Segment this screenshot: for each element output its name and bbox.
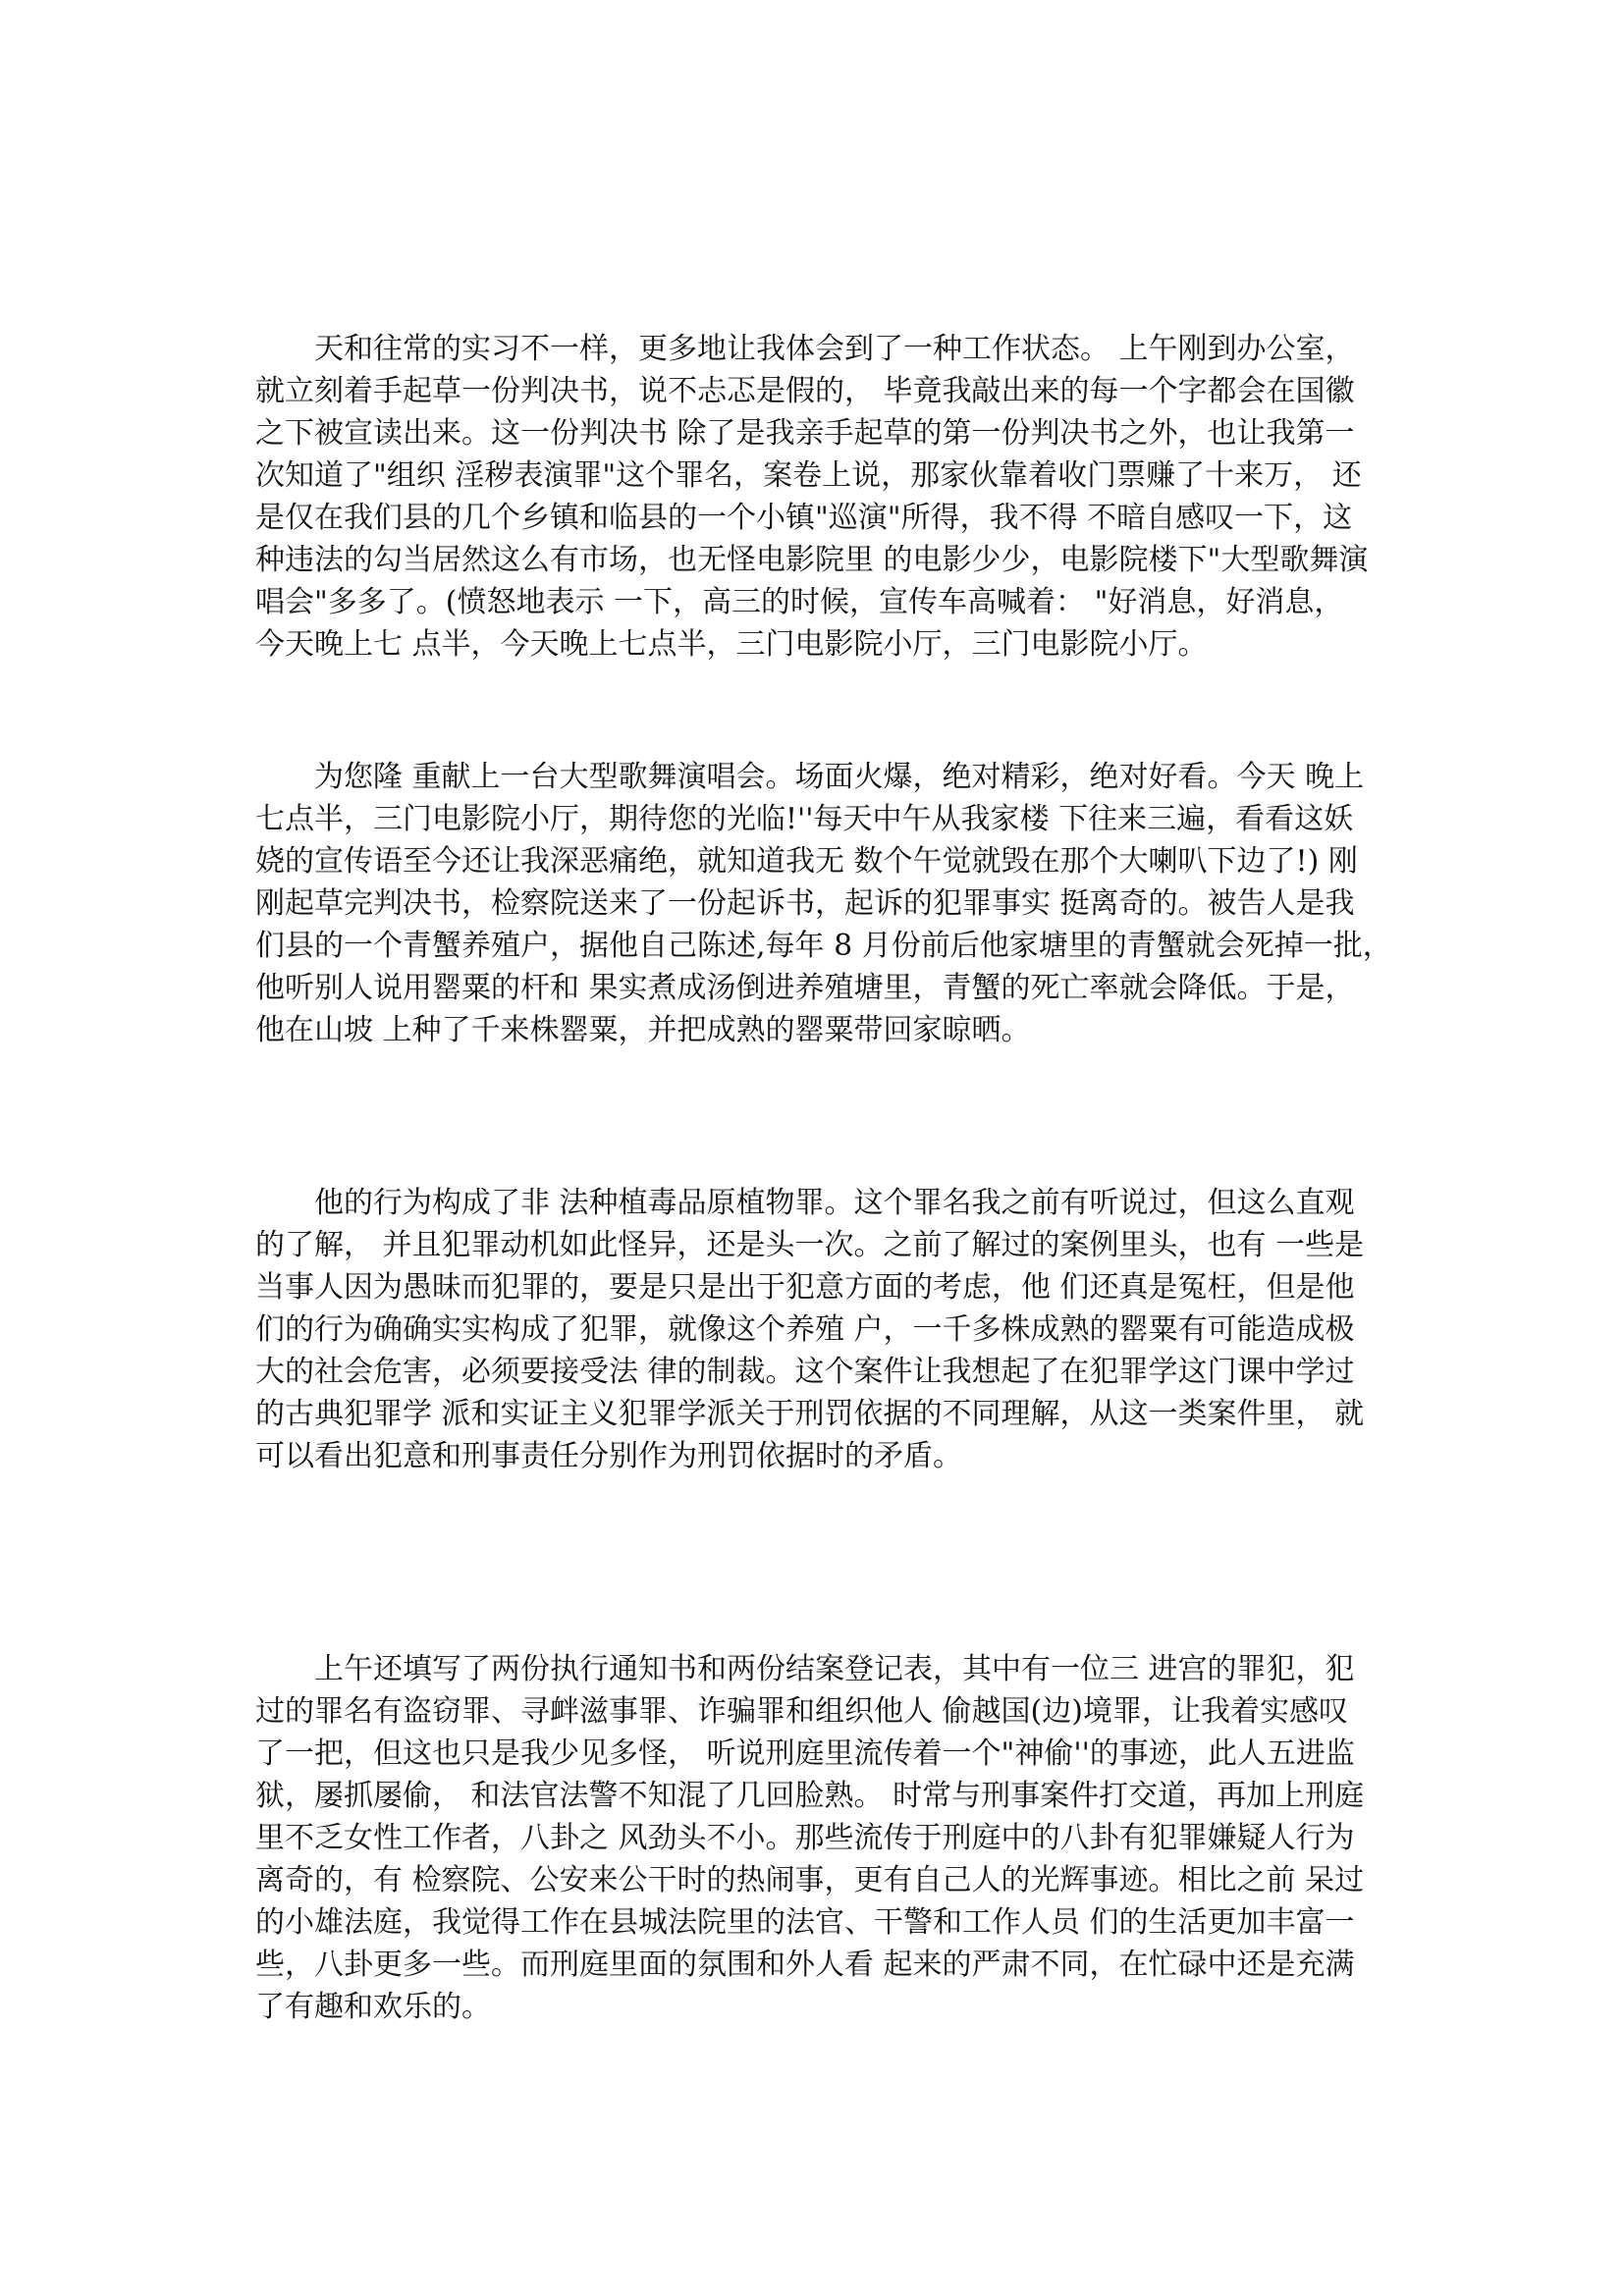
paragraph-line: 的小雄法庭，我觉得工作在县城法院里的法官、干警和工作人员 们的生活更加丰富一 <box>255 1905 1355 1940</box>
paragraph-line: 离奇的，有 检察院、公安来公干时的热闹事，更有自己人的光辉事迹。相比之前 呆过 <box>255 1863 1365 1897</box>
paragraph-line: 的了解， 并且犯罪动机如此怪异，还是头一次。之前了解过的案例里头，也有 一些是 <box>255 1228 1365 1262</box>
paragraph-line: 之下被宣读出来。这一份判决书 除了是我亲手起草的第一份判决书之外，也让我第一 <box>255 416 1355 451</box>
paragraph-line: 里不乏女性工作者，八卦之 风劲头不小。那些流传于刑庭中的八卦有犯罪嫌疑人行为 <box>255 1821 1355 1855</box>
paragraph-line: 今天晚上七 点半，今天晚上七点半，三门电影院小厅，三门电影院小厅。 <box>255 627 1208 662</box>
paragraph-line: 过的罪名有盗窃罪、寻衅滋事罪、诈骗罪和组织他人 偷越国(边)境罪，让我着实感叹 <box>255 1694 1348 1729</box>
paragraph-line: 他听别人说用罂粟的杆和 果实煮成汤倒进养殖塘里，青蟹的死亡率就会降低。于是， <box>255 971 1355 1005</box>
paragraph-line: 了有趣和欢乐的。 <box>255 1990 491 2024</box>
paragraph-line: 他的行为构成了非 法种植毒品原植物罪。这个罪名我之前有听说过，但这么直观 <box>314 1186 1355 1220</box>
paragraph-line: 的古典犯罪学 派和实证主义犯罪学派关于刑罚依据的不同理解，从这一类案件里， 就 <box>255 1397 1365 1431</box>
paragraph-line: 他在山坡 上种了千来株罂粟，并把成熟的罂粟带回家晾晒。 <box>255 1013 1031 1047</box>
paragraph-4 <box>255 1648 1375 2028</box>
paragraph-line: 为您隆 重献上一台大型歌舞演唱会。场面火爆，绝对精彩，绝对好看。今天 晚上 <box>314 760 1365 794</box>
paragraph-line: 可以看出犯意和刑事责任分别作为刑罚依据时的矛盾。 <box>255 1439 962 1473</box>
paragraph-line: 们县的一个青蟹养殖户，据他自己陈述,每年 8 月份前后他家塘里的青蟹就会死掉一批， <box>255 929 1392 963</box>
paragraph-line: 次知道了"组织 淫秽表演罪"这个罪名，案卷上说，那家伙靠着收门票赚了十来万， 还 <box>255 458 1362 493</box>
paragraph-line: 大的社会危害，必须要接受法 律的制裁。这个案件让我想起了在犯罪学这门课中学过 <box>255 1355 1355 1389</box>
paragraph-2 <box>255 756 1392 1051</box>
paragraph-3 <box>255 1182 1375 1477</box>
paragraph-line: 些，八卦更多一些。而刑庭里面的氛围和外人看 起来的严肃不同，在忙碌中还是充满 <box>255 1948 1355 1982</box>
paragraph-1 <box>255 328 1375 666</box>
paragraph-line: 种违法的勾当居然这么有市场，也无怪电影院里 的电影少少，电影院楼下"大型歌舞演 <box>255 543 1369 577</box>
paragraph-line: 了一把，但这也只是我少见多怪， 听说刑庭里流传着一个"神偷''的事迹，此人五进监 <box>255 1736 1355 1771</box>
paragraph-line: 天和往常的实习不一样，更多地让我体会到了一种工作状态。 上午刚到办公室， <box>314 332 1355 366</box>
paragraph-line: 当事人因为愚昧而犯罪的，要是只是出于犯意方面的考虑，他 们还真是冤枉，但是他 <box>255 1270 1355 1305</box>
paragraph-line: 七点半，三门电影院小厅，期待您的光临!''每天中午从我家楼 下往来三遍，看看这妖 <box>255 802 1354 836</box>
paragraph-line: 就立刻着手起草一份判决书，说不忐忑是假的， 毕竟我敲出来的每一个字都会在国徽 <box>255 374 1355 408</box>
paragraph-line: 狱，屡抓屡偷， 和法官法警不知混了几回脸熟。 时常与刑事案件打交道，再加上刑庭 <box>255 1779 1365 1813</box>
paragraph-line: 是仅在我们县的几个乡镇和临县的一个小镇"巡演"所得，我不得 不暗自感叹一下，这 <box>255 501 1353 535</box>
paragraph-line: 唱会"多多了。(愤怒地表示 一下，高三的时候，宣传车高喊着： "好消息，好消息， <box>255 585 1344 619</box>
paragraph-line: 上午还填写了两份执行通知书和两份结案登记表，其中有一位三 进宫的罪犯，犯 <box>314 1652 1355 1686</box>
paragraph-line: 娆的宣传语至今还让我深恶痛绝，就知道我无 数个午觉就毁在那个大喇叭下边了!) 刚 <box>255 844 1358 879</box>
paragraph-line: 刚起草完判决书，检察院送来了一份起诉书，起诉的犯罪事实 挺离奇的。被告人是我 <box>255 886 1355 921</box>
paragraph-line: 们的行为确确实实构成了犯罪，就像这个养殖 户，一千多株成熟的罂粟有可能造成极 <box>255 1312 1355 1347</box>
